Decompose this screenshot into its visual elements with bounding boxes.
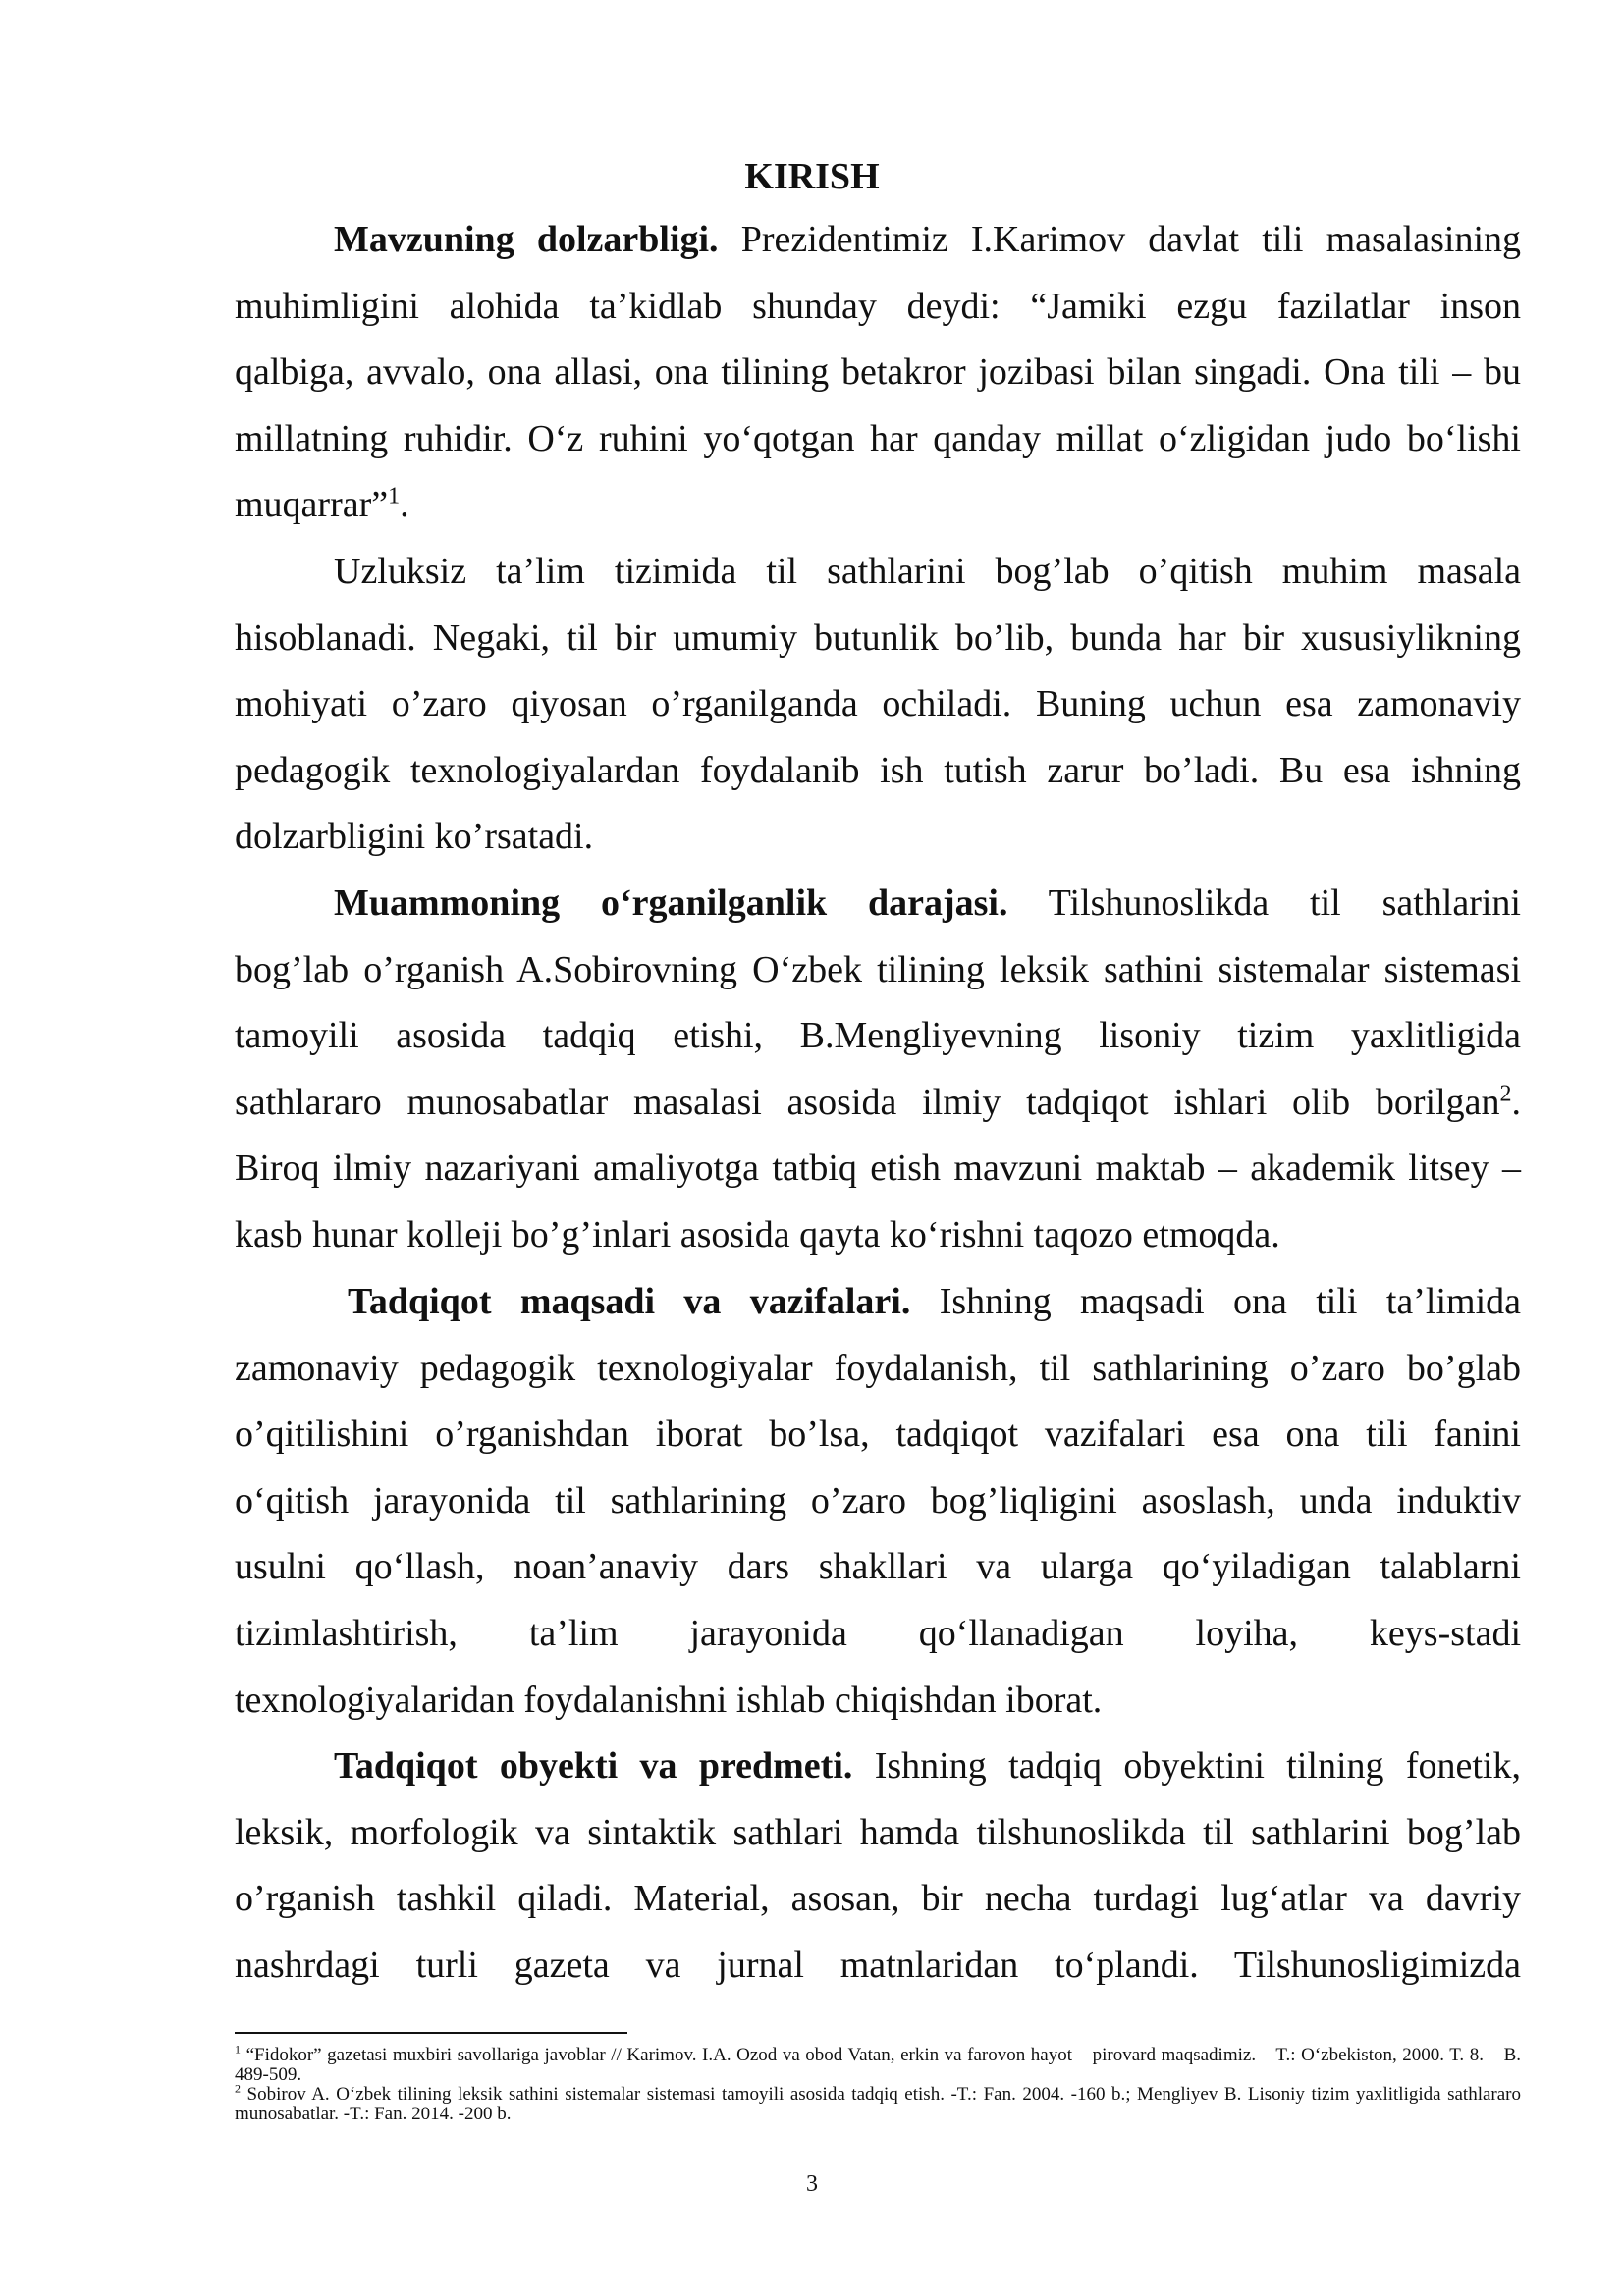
- footnote-text: “Fidokor” gazetasi muxbiri savollariga javoblar // Karimov. I.A. Ozod va obod Vatan, erkin va farovon hayot – pirovard maqsadimiz. – T.: O‘zbekiston, 2000. T. 8. – B. 489-509.: [235, 2045, 1522, 2085]
- paragraph-lead: Tadqiqot maqsadi va vazifalari.: [348, 1281, 911, 1322]
- text-line: Biroq ilmiy nazariyani amaliyotga tatbiq etish mavzuni maktab – akademik litsey –: [235, 1148, 1521, 1190]
- text-line: Tadqiqot maqsadi va vazifalari. Ishning maqsadi ona tili ta’limida: [348, 1281, 1521, 1322]
- footnote-text: Sobirov A. O‘zbek tilining leksik sathini sistemalar sistemasi tamoyili asosida tadqiq etish. -T.: Fan. 2004. -160 b.; Mengliyev B. Lisoniy tizim yaxlitligida sathlararo munosabatlar. -T.: Fan. 2014. -200 b.: [235, 2084, 1522, 2124]
- paragraph-continuous-education: [235, 539, 1521, 871]
- text-line: Uzluksiz ta’lim tizimida til sathlarini bog’lab o’qitish muhim masala: [334, 551, 1521, 592]
- footnote-number: 2: [235, 2081, 241, 2096]
- text-line: o’qitilishini o’rganishdan iborat bo’lsa, tadqiqot vazifalari esa ona tili fanini: [235, 1414, 1521, 1456]
- text-line: hisoblanadi. Negaki, til bir umumiy butunlik bo’lib, bunda har bir xususiylikning: [235, 616, 1521, 659]
- footnote-ref: 2: [1499, 1081, 1512, 1107]
- text-line: pedagogik texnologiyalardan foydalanib ish tutish zarur bo’ladi. Bu esa ishning: [235, 749, 1521, 791]
- text-line: Tadqiqot obyekti va predmeti. Ishning tadqiq obyektini tilning fonetik,: [334, 1745, 1521, 1787]
- footnote: [235, 2042, 1522, 2085]
- paragraph-lead: Muammoning o‘rganilganlik darajasi.: [334, 882, 1008, 924]
- text-line: texnologiyalaridan foydalanishni ishlab chiqishdan iborat.: [235, 1679, 1103, 1721]
- text-line: bog’lab o’rganish A.Sobirovning O‘zbek tilining leksik sathini sistemalar sistemasi: [235, 948, 1521, 990]
- text-line: tamoyili asosida tadqiq etishi, B.Mengliyevning lisoniy tizim yaxlitligida: [235, 1015, 1521, 1057]
- paragraph-relevance: [235, 207, 1521, 539]
- footnote-number: 1: [235, 2042, 241, 2056]
- text-line: muhimligini alohida ta’kidlab shunday deydi: “Jamiki ezgu fazilatlar inson: [235, 285, 1521, 327]
- text-line: muqarrar”$^1$.: [235, 483, 409, 526]
- text-line: usulni qo‘llash, noan’anaviy dars shakllari va ularga qo‘yiladigan talablarni: [235, 1546, 1521, 1588]
- text-line: Muammoning o‘rganilganlik darajasi. Tilshunoslikda til sathlarini: [334, 882, 1521, 924]
- text-line: dolzarbligini ko’rsatadi.: [235, 816, 594, 858]
- paragraph-goals: [235, 1269, 1521, 1734]
- text-line: mohiyati o’zaro qiyosan o’rganilganda ochiladi. Buning uchun esa zamonaviy: [235, 683, 1521, 725]
- text-line: tizimlashtirish, ta’lim jarayonida qo‘llanadigan loyiha, keys-stadi: [235, 1612, 1521, 1654]
- text-line: o‘qitish jarayonida til sathlarining o’zaro bog’liqligini asoslash, unda induktiv: [235, 1479, 1521, 1522]
- text-line: leksik, morfologik va sintaktik sathlari hamda tilshunoslikda til sathlarini bog’lab: [235, 1811, 1521, 1853]
- paragraph-object: [235, 1734, 1521, 1999]
- paragraph-lead: Mavzuning dolzarbligi.: [334, 219, 719, 260]
- footnote-separator: [235, 2032, 627, 2034]
- text-line: millatning ruhidir. O‘z ruhini yo‘qotgan har qanday millat o‘zligidan judo bo‘lishi: [235, 417, 1521, 459]
- text-line: o’rganish tashkil qiladi. Material, asosan, bir necha turdagi lug‘atlar va davriy: [235, 1878, 1521, 1920]
- text-line: nashrdagi turli gazeta va jurnal matnlaridan to‘plandi. Tilshunosligimizda: [235, 1944, 1521, 1986]
- page-number: 3: [806, 2171, 818, 2197]
- text-line: zamonaviy pedagogik texnologiyalar foydalanish, til sathlarining o’zaro bo’glab: [235, 1347, 1521, 1389]
- text-line: Mavzuning dolzarbligi. Prezidentimiz I.Karimov davlat tili masalasining: [334, 219, 1522, 260]
- text-line: sathlararo munosabatlar masalasi asosida ilmiy tadqiqot ishlari olib borilgan$^2$.: [235, 1081, 1521, 1123]
- paragraph-research-degree: [235, 871, 1521, 1269]
- paragraph-lead: Tadqiqot obyekti va predmeti.: [334, 1745, 853, 1787]
- footnote-ref: 1: [388, 483, 401, 509]
- text-line: kasb hunar kolleji bo’g’inlari asosida qayta ko‘rishni taqozo etmoqda.: [235, 1213, 1280, 1255]
- section-title: KIRISH: [744, 156, 880, 197]
- text-line: qalbiga, avvalo, ona allasi, ona tilining betakror jozibasi bilan singadi. Ona tili – bu: [235, 351, 1521, 394]
- footnote: [235, 2081, 1522, 2124]
- footnotes: [235, 2042, 1522, 2124]
